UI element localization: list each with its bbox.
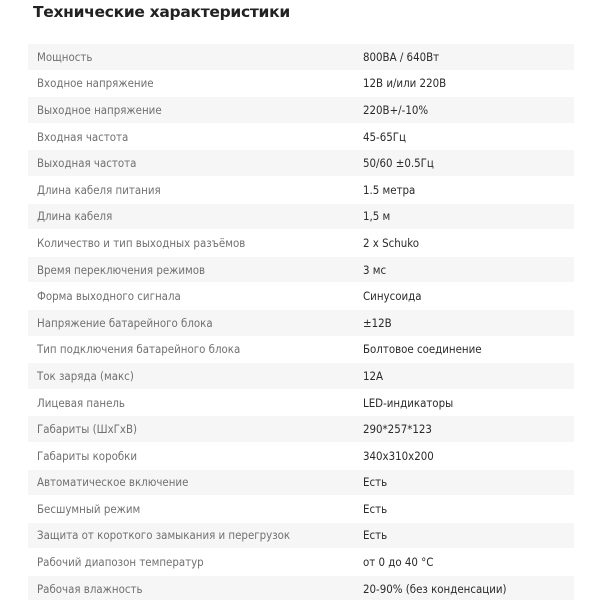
spec-table	[28, 44, 574, 600]
spec-value: ±12В	[363, 315, 392, 330]
spec-value: Синусоида	[363, 289, 422, 304]
spec-label: Лицевая панель	[37, 395, 125, 410]
page-title: Технические характеристики	[33, 3, 290, 21]
spec-label: Входная частота	[37, 129, 129, 144]
spec-label: Мощность	[37, 49, 93, 64]
spec-value: 290*257*123	[363, 422, 432, 437]
spec-label: Выходное напряжение	[37, 102, 162, 117]
spec-row	[28, 523, 574, 549]
spec-label: Выходная частота	[37, 156, 137, 171]
spec-value: 12В и/или 220В	[363, 76, 447, 91]
spec-row	[28, 416, 574, 442]
spec-label: Габариты коробки	[37, 448, 138, 463]
spec-value: 800ВА / 640Вт	[363, 49, 440, 64]
spec-label: Напряжение батарейного блока	[37, 315, 213, 330]
spec-label: Входное напряжение	[37, 76, 154, 91]
spec-value: от 0 до 40 °С	[363, 555, 434, 570]
spec-value: 12А	[363, 368, 384, 383]
spec-label: Тип подключения батарейного блока	[37, 342, 241, 357]
spec-value: 45-65Гц	[363, 129, 406, 144]
spec-row	[28, 310, 574, 336]
spec-label: Габариты (ШхГхВ)	[37, 422, 137, 437]
spec-row	[28, 337, 574, 363]
spec-label: Длина кабеля питания	[37, 182, 161, 197]
spec-label: Форма выходного сигнала	[37, 289, 181, 304]
spec-value: 220В+/-10%	[363, 102, 429, 117]
spec-row	[28, 496, 574, 522]
spec-label: Рабочий диапозон температур	[37, 555, 204, 570]
spec-value: Есть	[363, 501, 388, 516]
spec-row	[28, 124, 574, 150]
spec-value: 340х310х200	[363, 448, 434, 463]
spec-label: Время переключения режимов	[37, 262, 206, 277]
spec-row	[28, 177, 574, 203]
spec-row	[28, 576, 574, 600]
spec-value: 3 мс	[363, 262, 387, 277]
spec-label: Ток заряда (макс)	[37, 368, 134, 383]
spec-row	[28, 204, 574, 230]
spec-label: Автоматическое включение	[37, 475, 189, 490]
spec-label: Рабочая влажность	[37, 581, 143, 596]
spec-label: Количество и тип выходных разъёмов	[37, 235, 246, 250]
spec-row	[28, 390, 574, 416]
spec-row	[28, 443, 574, 469]
spec-row	[28, 97, 574, 123]
spec-row	[28, 549, 574, 575]
spec-row	[28, 363, 574, 389]
spec-label: Защита от короткого замыкания и перегрузок	[37, 528, 291, 543]
spec-value: Есть	[363, 528, 388, 543]
spec-value: 1.5 метра	[363, 182, 416, 197]
spec-label: Длина кабеля	[37, 209, 113, 224]
spec-row	[28, 257, 574, 283]
spec-value: 50/60 ±0.5Гц	[363, 156, 434, 171]
spec-row	[28, 283, 574, 309]
spec-row	[28, 71, 574, 97]
spec-value: 20-90% (без конденсации)	[363, 581, 507, 596]
spec-value: Есть	[363, 475, 388, 490]
spec-label: Бесшумный режим	[37, 501, 141, 516]
spec-value: 2 x Schuko	[363, 235, 420, 250]
spec-row	[28, 44, 574, 70]
spec-row	[28, 230, 574, 256]
spec-row	[28, 470, 574, 496]
spec-row	[28, 150, 574, 176]
spec-value: Болтовое соединение	[363, 342, 482, 357]
spec-value: LED-индикаторы	[363, 395, 454, 410]
spec-value: 1,5 м	[363, 209, 391, 224]
